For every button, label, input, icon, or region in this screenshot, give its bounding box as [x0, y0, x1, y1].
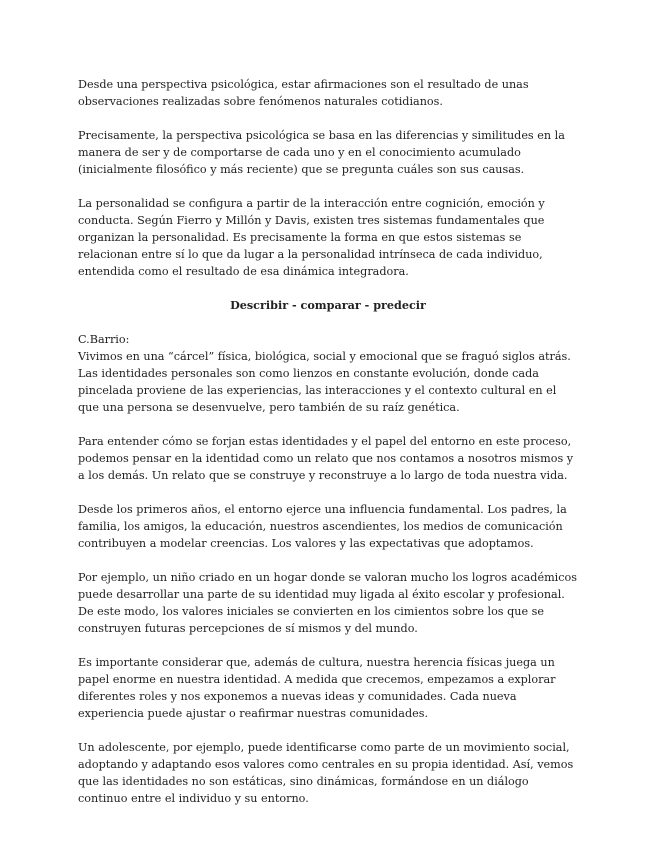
paragraph: Vivimos en una “cárcel” física, biológica, social y emocional que se fraguó siglos atrás. Las identidades personales son como lienzos en constante evolución, donde cada pincelada proviene de las experiencias, las interacciones y el contexto cultural en el que una persona se desenvuelve, pero también de su raíz genética. — [78, 350, 571, 414]
section-heading: Describir - comparar - predecir — [230, 298, 426, 312]
paragraph: Desde una perspectiva psicológica, estar afirmaciones son el resultado de unas observaciones realizadas sobre fenómenos naturales cotidianos. — [78, 78, 529, 108]
paragraph: La personalidad se configura a partir de la interacción entre cognición, emoción y conducta. Según Fierro y Millón y Davis, existen tres sistemas fundamentales que organizan la personalidad. Es precisamente la forma en que estos sistemas se relacionan entre sí lo que da lugar a la personalidad intrínseca de cada individuo, entendida como el resultado de esa dinámica integradora. — [78, 197, 545, 278]
paragraph: Precisamente, la perspectiva psicológica se basa en las diferencias y similitudes en la manera de ser y de comportarse de cada uno y en el conocimiento acumulado (inicialmente filosófico y más reciente) que se pregunta cuáles son sus causas. — [78, 129, 565, 176]
paragraph: Por ejemplo, un niño criado en un hogar donde se valoran mucho los logros académicos puede desarrollar una parte de su identidad muy ligada al éxito escolar y profesional. De este modo, los valores iniciales se convierten en los cimientos sobre los que se construyen futuras percepciones de sí mismos y del mundo. — [78, 571, 578, 635]
paragraph: Es importante considerar que, además de cultura, nuestra herencia físicas juega un papel enorme en nuestra identidad. A medida que crecemos, empezamos a explorar diferentes roles y nos exponemos a nuevas ideas y comunidades. Cada nueva experiencia puede ajustar o reafirmar nuestras comunidades. — [78, 656, 556, 720]
paragraph: Un adolescente, por ejemplo, puede identificarse como parte de un movimiento social, adoptando y adaptando esos valores como centrales en su propia identidad. Así, vemos que las identidades no son estáticas, sino dinámicas, formándose en un diálogo continuo entre el individuo y su entorno. — [78, 741, 574, 805]
paragraph: Para entender cómo se forjan estas identidades y el papel del entorno en este proceso, podemos pensar en la identidad como un relato que nos contamos a nosotros mismos y a los demás. Un relato que se construye y reconstruye a lo largo de toda nuestra vida. — [78, 435, 574, 482]
document-page — [78, 76, 578, 824]
paragraph: Desde los primeros años, el entorno ejerce una influencia fundamental. Los padres, la familia, los amigos, la educación, nuestros ascendientes, los medios de comunicación contribuyen a modelar creencias. Los valores y las expectativas que adoptamos. — [78, 503, 567, 550]
author-label: C.Barrio: — [78, 333, 130, 346]
